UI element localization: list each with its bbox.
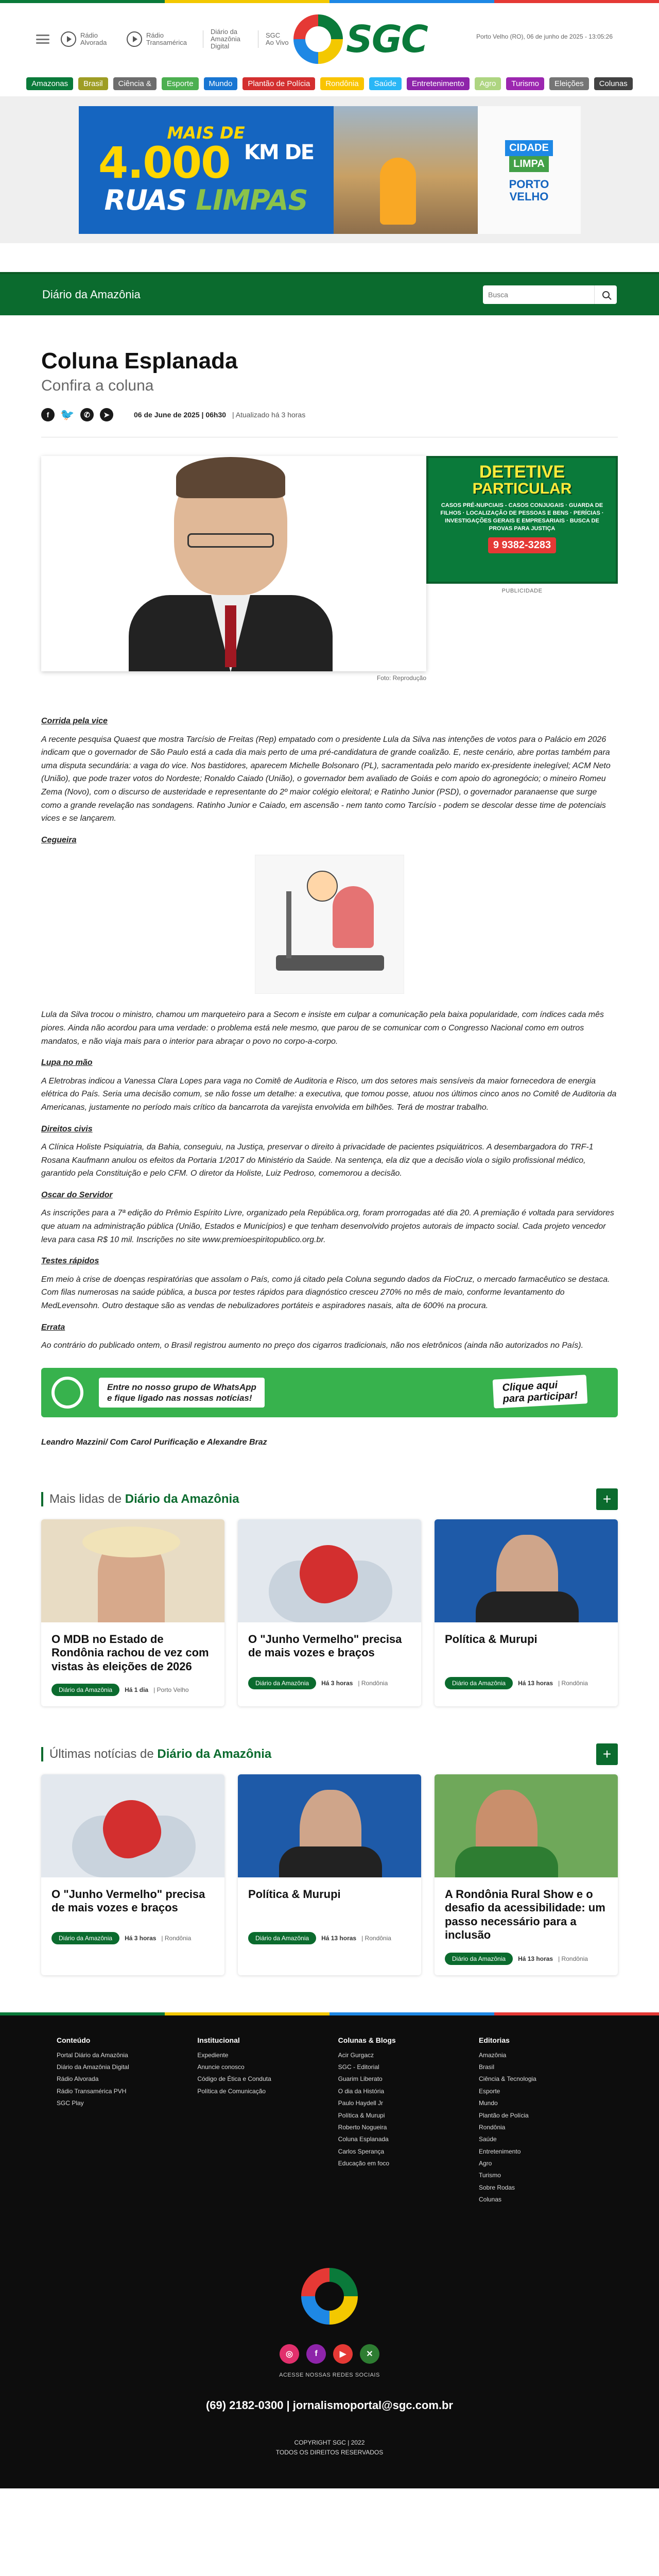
card-title[interactable]: O "Junho Vermelho" precisa de mais vozes e braços	[51, 1887, 205, 1914]
footer-link[interactable]: Política de Comunicação	[197, 2087, 266, 2095]
footer-logo[interactable]	[301, 2268, 358, 2325]
digital-label: Diário da	[211, 27, 238, 36]
paragraph-heading: Oscar do Servidor	[41, 1190, 113, 1199]
card-place: | Rondônia	[558, 1955, 588, 1962]
footer-column-title: Conteúdo	[57, 2036, 91, 2044]
share-row	[41, 408, 618, 421]
ad-title: DETETIVE	[479, 462, 565, 482]
digital-label: Digital	[211, 42, 230, 50]
footer-link[interactable]: O dia da História	[338, 2087, 385, 2095]
most-read-title	[41, 1492, 239, 1506]
footer-link[interactable]: Amazônia	[478, 2051, 507, 2059]
banner-worker-photo	[334, 106, 478, 234]
banner-line3a: RUAS	[104, 183, 187, 216]
hair-shape	[176, 457, 285, 498]
category-pill[interactable]: Ciência &	[113, 77, 157, 90]
footer-link[interactable]: Anuncie conosco	[197, 2063, 245, 2071]
card-place: | Porto Velho	[153, 1686, 189, 1693]
cta-line: para participar!	[502, 1389, 579, 1405]
article-subtitle: Confira a coluna	[41, 377, 154, 394]
diario-digital-link[interactable]	[211, 28, 248, 50]
hat-figure	[82, 1527, 180, 1557]
footer-link[interactable]: Carlos Sperança	[338, 2147, 385, 2155]
card-tag[interactable]: Diário da Amazônia	[445, 1953, 513, 1965]
footer-column	[57, 2036, 180, 2206]
ad-banner-area	[0, 96, 659, 243]
title-brand: Diário da Amazônia	[125, 1492, 239, 1506]
article-date: 06 de June de 2025 | 06h30	[134, 411, 227, 419]
footer-link[interactable]: Paulo Haydell Jr	[338, 2099, 384, 2107]
category-pill[interactable]: Saúde	[369, 77, 402, 90]
play-icon	[61, 31, 76, 47]
cidade-badge: CIDADE	[505, 140, 553, 156]
paragraph-heading: Cegueira	[41, 835, 77, 844]
telegram-icon[interactable]: ➤	[100, 408, 113, 421]
category-pill[interactable]: Colunas	[594, 77, 633, 90]
site-footer	[0, 2015, 659, 2488]
card-image	[41, 1519, 224, 1622]
paragraph-heading: Direitos civis	[41, 1124, 93, 1133]
footer-link[interactable]: Agro	[478, 2160, 492, 2167]
radio-label: Rádio	[80, 31, 98, 39]
x-icon[interactable]: ✕	[360, 2344, 379, 2364]
whatsapp-text	[99, 1378, 265, 1408]
footer-link[interactable]: Coluna Esplanada	[338, 2136, 389, 2143]
banner-line1: MAIS DE	[167, 123, 245, 143]
copyright-line: TODOS OS DIREITOS RESERVADOS	[275, 2448, 384, 2456]
sgc-logo-text: SGC	[346, 18, 427, 61]
section-title[interactable]: Diário da Amazônia	[42, 288, 141, 301]
footer-social	[0, 2344, 659, 2364]
banner-line3b: LIMPAS	[195, 183, 308, 216]
radio-alvorada-link[interactable]	[61, 31, 116, 47]
card-tag[interactable]: Diário da Amazônia	[248, 1932, 316, 1944]
more-button[interactable]: +	[596, 1488, 618, 1510]
card-tag[interactable]: Diário da Amazônia	[51, 1932, 119, 1944]
paragraph: Ao contrário do publicado ontem, o Brasil registrou aumento no preço dos cigarros tradicionais, não nos eletrônicos (ainda não autorizados no País).	[41, 1341, 584, 1350]
cartoon-figure	[333, 886, 374, 948]
most-read-section	[41, 1488, 618, 1706]
footer-link[interactable]: Saúde	[478, 2136, 497, 2143]
card-time: Há 13 horas	[518, 1955, 553, 1962]
footer-column	[197, 2036, 321, 2206]
footer-link[interactable]: SGC Play	[57, 2099, 84, 2107]
card-place: | Rondônia	[358, 1679, 388, 1687]
most-read-cards	[41, 1519, 618, 1706]
footer-link[interactable]: Plantão de Polícia	[478, 2111, 529, 2119]
card-image	[238, 1519, 421, 1622]
banner-brand	[478, 106, 581, 234]
footer-link[interactable]: Política & Murupi	[338, 2111, 385, 2119]
footer-link[interactable]: Rádio Alvorada	[57, 2075, 99, 2083]
card-place: | Rondônia	[161, 1934, 192, 1942]
footer-link[interactable]: SGC - Editorial	[338, 2063, 379, 2071]
dateline: Porto Velho (RO), 06 de junho de 2025 - 13:05:26	[476, 33, 613, 40]
radio-label: Rádio	[146, 31, 164, 39]
footer-link[interactable]: Sobre Rodas	[478, 2183, 515, 2191]
glasses-shape	[187, 533, 274, 548]
card-time: Há 13 horas	[518, 1679, 553, 1687]
whatsapp-line: Entre no nosso grupo de WhatsApp	[107, 1382, 256, 1392]
cartoon-head	[307, 871, 338, 902]
site-header	[0, 3, 659, 75]
sgc-ao-vivo-link[interactable]	[266, 32, 289, 47]
cidade-limpa-banner[interactable]	[79, 106, 581, 234]
hamburger-menu-icon[interactable]	[36, 35, 49, 44]
ad-title: PARTICULAR	[472, 480, 572, 497]
footer-link[interactable]: Código de Ética e Conduta	[197, 2075, 271, 2083]
more-button[interactable]: +	[596, 1743, 618, 1765]
footer-link[interactable]: Entretenimento	[478, 2147, 521, 2155]
footer-column-title: Institucional	[197, 2036, 240, 2044]
card-title[interactable]: O "Junho Vermelho" precisa de mais vozes e braços	[248, 1632, 402, 1659]
copyright	[0, 2438, 659, 2458]
news-card[interactable]	[238, 1519, 421, 1706]
latest-news-section	[41, 1743, 618, 1975]
footer-column	[479, 2036, 602, 2206]
footer-link[interactable]: Educação em foco	[338, 2160, 390, 2167]
category-pill[interactable]: Esporte	[162, 77, 199, 90]
card-tag[interactable]: Diário da Amazônia	[445, 1677, 513, 1689]
card-time: Há 1 dia	[125, 1686, 149, 1693]
article-updated: | Atualizado há 3 horas	[232, 411, 306, 419]
detetive-ad[interactable]	[426, 456, 618, 584]
footer-link[interactable]: Brasil	[478, 2063, 494, 2071]
whatsapp-icon[interactable]: ✆	[80, 408, 94, 421]
card-title[interactable]: O MDB no Estado de Rondônia rachou de vez com vistas às eleições de 2026	[51, 1632, 209, 1673]
instagram-icon[interactable]: ◎	[280, 2344, 299, 2364]
wheelchair-figure	[455, 1846, 558, 1877]
digital-label: Amazônia	[211, 35, 240, 43]
search-form	[483, 285, 617, 304]
worker-figure	[380, 158, 416, 225]
news-card[interactable]	[41, 1774, 224, 1975]
ad-phone: 9 9382-3283	[488, 537, 556, 553]
suit-figure	[476, 1591, 579, 1622]
card-title[interactable]: Política & Murupi	[445, 1632, 537, 1646]
card-place: | Rondônia	[558, 1679, 588, 1687]
cartoon-image	[255, 855, 404, 994]
radio-transamerica-link[interactable]	[127, 31, 193, 47]
play-icon	[127, 31, 142, 47]
card-image	[238, 1774, 421, 1877]
banner-unit: KM DE	[244, 141, 314, 165]
facebook-icon[interactable]: f	[306, 2344, 326, 2364]
article-authors: Leandro Mazzini/ Com Carol Purificação e Alexandre Braz	[41, 1437, 267, 1447]
paragraph: Lula da Silva trocou o ministro, chamou um marqueteiro para a Secom e insiste em culpar a comunicação pela baixa popularidade, com índices cada mês piores. Ainda não acordou para uma verdade: o problema está nele mesmo, que parou de se comunicar com o Congresso Nacional como em outros mandatos, e não viaja mais para o interior para abraçar o povo no corpo-a-corpo.	[41, 1010, 604, 1046]
footer-link[interactable]: Mundo	[478, 2099, 498, 2107]
title-prefix: Mais lidas de	[49, 1492, 122, 1506]
category-pill[interactable]: Rondônia	[320, 77, 363, 90]
article-photo	[41, 456, 426, 671]
sgc-logo[interactable]	[293, 14, 427, 64]
city-label: PORTO	[509, 178, 549, 191]
limpa-badge: LIMPA	[509, 156, 549, 172]
footer-link[interactable]: Turismo	[478, 2172, 501, 2179]
footer-link[interactable]: Portal Diário da Amazônia	[57, 2051, 128, 2059]
footer-link[interactable]: Esporte	[478, 2087, 500, 2095]
youtube-icon[interactable]: ▶	[333, 2344, 353, 2364]
category-pill[interactable]: Agro	[475, 77, 501, 90]
whatsapp-icon	[51, 1377, 83, 1409]
paragraph: As inscrições para a 7ª edição do Prêmio Espírito Livre, organizado pela República.org, foram prorrogadas até dia 20. A premiação é voltada para servidores que atuam na administração pública (União, Estados e Municípios) e que tenham desenvolvido projetos autorais de impacto social. Cada projeto vencedor leva para casa R$ 10 mil. Inscrições no site www.premioespiritopublico.org.br.	[41, 1209, 614, 1244]
title-brand: Diário da Amazônia	[157, 1747, 272, 1761]
latest-title	[41, 1747, 271, 1761]
radio-name: Transamérica	[146, 39, 187, 46]
footer-column-title: Colunas & Blogs	[338, 2036, 396, 2044]
category-pill[interactable]: Eleições	[549, 77, 589, 90]
paragraph-heading: Lupa no mão	[41, 1058, 93, 1067]
footer-link[interactable]: Roberto Nogueira	[338, 2123, 387, 2131]
whatsapp-group-banner[interactable]	[41, 1368, 618, 1417]
whatsapp-cta	[493, 1375, 587, 1408]
publicidade-label: PUBLICIDADE	[501, 588, 543, 594]
twitter-icon[interactable]: 🐦	[60, 408, 75, 421]
category-pill[interactable]: Entretenimento	[407, 77, 470, 90]
footer-link[interactable]: Acir Gurgacz	[338, 2051, 374, 2059]
footer-link[interactable]: Guarim Liberato	[338, 2075, 383, 2083]
search-button[interactable]	[594, 285, 617, 304]
footer-column	[338, 2036, 462, 2206]
footer-link[interactable]: Colunas	[478, 2196, 502, 2204]
card-tag[interactable]: Diário da Amazônia	[51, 1684, 119, 1696]
latest-news-cards	[41, 1774, 618, 1975]
paragraph: A recente pesquisa Quaest que mostra Tarcísio de Freitas (Rep) empatado com o presidente Lula da Silva nas intenções de votos para o Palácio em 2026 indicam que o governador de São Paulo está a cada dia mais perto de uma pré-candidatura de grande coalizão. E, neste cenário, abre portas também para uma disputa secundária: a vaga do vice. Nos bastidores, aparecem Michelle Bolsonaro (PL), sacramentada pelo marido ex-presidente inelegível; ACM Neto (União), que pode trazer votos do Nordeste; Ronaldo Caiado (União), o governador bem avaliado de Goiás e com apoio do agronegócio; o mineiro Romeu Zema (Novo), com o discurso de austeridade e representante do 2º maior colégio eleitoral; e Ratinho Junior (PSD), o governador paranaense que surge como a grande revelação nas sondagens. Ratinho Junior e Caiado, em ascensão - nem tanto como Tarcísio - podem se descolar desse time de potenciais vices e se lançarem.	[41, 735, 611, 823]
photo-caption: Foto: Reprodução	[376, 674, 426, 682]
search-input[interactable]	[483, 285, 594, 304]
card-image	[435, 1774, 618, 1877]
card-place: | Rondônia	[361, 1934, 391, 1942]
social-label: ACESSE NOSSAS REDES SOCIAIS	[279, 2371, 380, 2378]
treadmill-bar	[286, 891, 291, 958]
category-pill[interactable]: Mundo	[204, 77, 238, 90]
city-label: VELHO	[509, 190, 549, 203]
footer-column-title: Editorias	[478, 2036, 510, 2044]
live-label: Ao Vivo	[266, 39, 289, 46]
news-card[interactable]	[41, 1519, 224, 1706]
copyright-line: COPYRIGHT SGC | 2022	[294, 2438, 365, 2446]
footer-link[interactable]: Expediente	[197, 2051, 229, 2059]
paragraph-heading: Errata	[41, 1323, 65, 1332]
footer-link[interactable]: Ciência & Tecnologia	[478, 2075, 536, 2083]
card-image	[41, 1774, 224, 1877]
category-pill[interactable]: Plantão de Polícia	[242, 77, 315, 90]
whatsapp-line: e fique ligado nas nossas notícias!	[107, 1393, 252, 1403]
suit-figure	[279, 1846, 382, 1877]
footer-contact: (69) 2182-0300 | jornalismoportal@sgc.com.br	[205, 2398, 453, 2412]
tie-shape	[225, 605, 236, 667]
cta-line: Clique aqui	[502, 1379, 559, 1394]
paragraph: A Eletrobras indicou a Vanessa Clara Lopes para vaga no Comitê de Auditoria e Risco, um dos setores mais sensíveis da maior fornecedora de energia elétrica do País. Seria uma decisão comum, se não fosse um detalhe: a executiva, que tomou posse, atuou nos últimos cinco anos no Comitê de Auditoria da Americanas, justamente no período mais crítico da bancarrota da varejista envolvida em bilhões. Terá de mostrar trabalho.	[41, 1076, 617, 1112]
section-bar	[0, 272, 659, 315]
article-title: Coluna Esplanada	[41, 348, 238, 374]
card-title[interactable]: Política & Murupi	[248, 1887, 341, 1901]
card-title[interactable]: A Rondônia Rural Show e o desafio da acessibilidade: um passo necessário para a inclusão	[445, 1887, 605, 1942]
sgc-logo-mark	[293, 14, 343, 64]
news-card[interactable]	[435, 1774, 618, 1975]
card-time: Há 3 horas	[125, 1934, 157, 1942]
category-pill[interactable]: Turismo	[506, 77, 544, 90]
footer-columns	[57, 2036, 602, 2206]
article	[41, 348, 618, 1975]
card-image	[435, 1519, 618, 1622]
category-pill[interactable]: Brasil	[78, 77, 108, 90]
category-pill[interactable]: Amazonas	[26, 77, 73, 90]
card-time: Há 3 horas	[321, 1679, 353, 1687]
banner-amount: 4.000	[98, 138, 230, 189]
title-prefix: Últimas notícias de	[49, 1747, 154, 1761]
banner-headline	[79, 106, 334, 234]
news-card[interactable]	[435, 1519, 618, 1706]
treadmill-belt	[276, 955, 384, 971]
search-icon	[602, 291, 610, 298]
facebook-icon[interactable]: f	[41, 408, 55, 421]
footer-link[interactable]: Rondônia	[478, 2123, 506, 2131]
card-time: Há 13 horas	[321, 1934, 357, 1942]
live-label: SGC	[266, 31, 281, 39]
sidebar-ad	[426, 456, 618, 682]
category-nav	[0, 75, 659, 96]
footer-link[interactable]: Rádio Transamérica PVH	[57, 2087, 127, 2095]
footer-link[interactable]: Diário da Amazônia Digital	[57, 2063, 129, 2071]
media-row	[41, 456, 618, 682]
paragraph: Em meio à crise de doenças respiratórias que assolam o País, como já citado pela Coluna segundo dados da FioCruz, o mercado farmacêutico se destaca. Com filas numerosas na saúde pública, a busca por testes rápidos para diagnóstico cresceu 270% no mês de maio, conforme levantamento do MedLevensohn. Outro destaque são as vendas de nebulizadores portáteis e aspiradores nasais, alta de 600% na procura.	[41, 1275, 610, 1311]
article-body	[41, 715, 618, 1352]
news-card[interactable]	[238, 1774, 421, 1975]
ad-body: CASOS PRÉ-NUPCIAIS - CASOS CONJUGAIS · GUARDA DE FILHOS · LOCALIZAÇÃO DE PESSOAS E BENS · PERÍCIAS · INVESTIGAÇÕES GERAIS E EMPRESARIAIS · BUSCA DE PROVAS PARA JUSTIÇA	[440, 502, 604, 532]
paragraph-heading: Corrida pela vice	[41, 717, 108, 725]
card-tag[interactable]: Diário da Amazônia	[248, 1677, 316, 1689]
radio-name: Alvorada	[80, 39, 107, 46]
paragraph-heading: Testes rápidos	[41, 1257, 99, 1266]
paragraph: A Clínica Holiste Psiquiatria, da Bahia, conseguiu, na Justiça, preservar o direito à privacidade de pacientes psiquiátricos. A desembargadora do TRF-1 Rosana Kaufmann anulou os efeitos da Portaria 1/2017 do Ministério da Saúde. Na sentença, ela diz que a decisão viola o sigilo profissional médico, garantido pela Constituição e pelo CFM. O diretor da Holiste, Luiz Pedroso, comemorou a decisão.	[41, 1143, 594, 1178]
article-photo-card	[41, 456, 426, 682]
